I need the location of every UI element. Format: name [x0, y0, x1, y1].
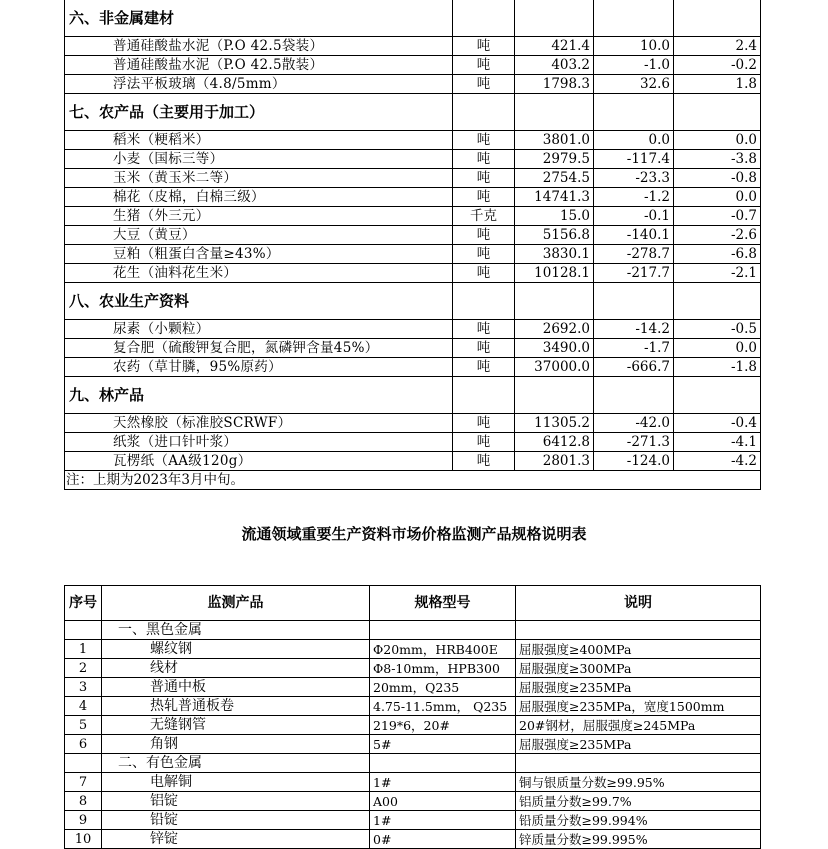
change-pct: -6.8: [674, 245, 761, 264]
change-pct: -0.2: [674, 56, 761, 75]
empty-cell: [453, 0, 515, 37]
product-name: 大豆（黄豆）: [65, 226, 453, 245]
spec-row: [65, 811, 761, 830]
price-row: [65, 414, 761, 433]
unit: 吨: [453, 358, 515, 377]
seq-number: 6: [65, 735, 102, 754]
empty-cell: [453, 283, 515, 320]
change: -1.2: [594, 188, 674, 207]
change-pct: -0.8: [674, 169, 761, 188]
monitored-product: 铝锭: [102, 792, 370, 811]
spec-row: [65, 659, 761, 678]
monitored-product: 角钢: [102, 735, 370, 754]
empty-cell: [594, 94, 674, 131]
change: -117.4: [594, 150, 674, 169]
change-pct: -4.1: [674, 433, 761, 452]
empty-cell: [594, 283, 674, 320]
price: 421.4: [515, 37, 594, 56]
product-name: 生猪（外三元）: [65, 207, 453, 226]
change: -278.7: [594, 245, 674, 264]
product-name: 小麦（国标三等）: [65, 150, 453, 169]
section-title: 七、农产品（主要用于加工）: [65, 94, 453, 131]
spec-row: [65, 640, 761, 659]
spec-row: [65, 792, 761, 811]
change: -271.3: [594, 433, 674, 452]
seq-number: 8: [65, 792, 102, 811]
change-pct: 0.0: [674, 339, 761, 358]
seq-number: 7: [65, 773, 102, 792]
section-title: 八、农业生产资料: [65, 283, 453, 320]
unit: 吨: [453, 131, 515, 150]
price: 2754.5: [515, 169, 594, 188]
spec-row: [65, 697, 761, 716]
price-row: [65, 37, 761, 56]
unit: 吨: [453, 320, 515, 339]
change-pct: -0.4: [674, 414, 761, 433]
change-pct: -2.1: [674, 264, 761, 283]
unit: 吨: [453, 226, 515, 245]
change: -140.1: [594, 226, 674, 245]
change: -124.0: [594, 452, 674, 471]
unit: 吨: [453, 150, 515, 169]
price-row: [65, 358, 761, 377]
price-row: [65, 188, 761, 207]
product-name: 玉米（黄玉米二等）: [65, 169, 453, 188]
change: 10.0: [594, 37, 674, 56]
unit: 吨: [453, 452, 515, 471]
seq-number: 5: [65, 716, 102, 735]
seq-number: 4: [65, 697, 102, 716]
product-name: 天然橡胶（标准胶SCRWF）: [65, 414, 453, 433]
empty-cell: [453, 94, 515, 131]
price-table: [64, 0, 761, 490]
empty-cell: [515, 283, 594, 320]
product-name: 尿素（小颗粒）: [65, 320, 453, 339]
seq-number: 9: [65, 811, 102, 830]
spec-description: 铅质量分数≥99.994%: [516, 811, 761, 830]
note-row: [65, 471, 761, 490]
change-pct: 0.0: [674, 188, 761, 207]
price-row: [65, 245, 761, 264]
section-row: [65, 283, 761, 320]
spec-description: 屈服强度≥235MPa，宽度1500mm: [516, 697, 761, 716]
empty-cell: [594, 0, 674, 37]
product-name: 普通硅酸盐水泥（P.O 42.5散装）: [65, 56, 453, 75]
price: 3801.0: [515, 131, 594, 150]
category-row: [65, 754, 761, 773]
header-product: 监测产品: [102, 586, 370, 621]
spec-table-title: 流通领域重要生产资料市场价格监测产品规格说明表: [241, 525, 587, 543]
price: 3490.0: [515, 339, 594, 358]
spec-model: 20mm，Q235: [370, 678, 516, 697]
unit: 吨: [453, 264, 515, 283]
change: 32.6: [594, 75, 674, 94]
monitored-product: 线材: [102, 659, 370, 678]
unit: 吨: [453, 75, 515, 94]
unit: 吨: [453, 433, 515, 452]
change: -217.7: [594, 264, 674, 283]
section-row: [65, 94, 761, 131]
spec-description: 屈服强度≥300MPa: [516, 659, 761, 678]
product-name: 瓦楞纸（AA级120g）: [65, 452, 453, 471]
unit: 吨: [453, 56, 515, 75]
spec-description: 锌质量分数≥99.995%: [516, 830, 761, 849]
spec-row: [65, 773, 761, 792]
spec-model: 1#: [370, 773, 516, 792]
price: 14741.3: [515, 188, 594, 207]
spec-model: 0#: [370, 830, 516, 849]
spec-table-body: [65, 586, 761, 849]
price-row: [65, 131, 761, 150]
spec-model: Φ20mm，HRB400E: [370, 640, 516, 659]
spec-description: 屈服强度≥400MPa: [516, 640, 761, 659]
category-title: 一、黑色金属: [102, 621, 370, 640]
seq-number: 10: [65, 830, 102, 849]
price: 11305.2: [515, 414, 594, 433]
header-desc: 说明: [516, 586, 761, 621]
section-title: 六、非金属建材: [65, 0, 453, 37]
unit: 吨: [453, 414, 515, 433]
price-row: [65, 226, 761, 245]
monitored-product: 锌锭: [102, 830, 370, 849]
empty-cell: [515, 377, 594, 414]
unit: 千克: [453, 207, 515, 226]
price-row: [65, 452, 761, 471]
price: 2979.5: [515, 150, 594, 169]
monitored-product: 铅锭: [102, 811, 370, 830]
empty-cell: [370, 754, 516, 773]
empty-cell: [370, 621, 516, 640]
empty-cell: [515, 94, 594, 131]
empty-cell: [65, 754, 102, 773]
monitored-product: 无缝钢管: [102, 716, 370, 735]
spec-model: A00: [370, 792, 516, 811]
section-row: [65, 377, 761, 414]
change: -23.3: [594, 169, 674, 188]
price-row: [65, 339, 761, 358]
spec-model: 4.75-11.5mm， Q235: [370, 697, 516, 716]
price-row: [65, 56, 761, 75]
spec-model: 219*6，20#: [370, 716, 516, 735]
change: -0.1: [594, 207, 674, 226]
section-title: 九、林产品: [65, 377, 453, 414]
price-row: [65, 264, 761, 283]
empty-cell: [674, 377, 761, 414]
empty-cell: [516, 754, 761, 773]
price: 15.0: [515, 207, 594, 226]
price-row: [65, 169, 761, 188]
spec-table: [64, 585, 761, 849]
price: 5156.8: [515, 226, 594, 245]
price: 403.2: [515, 56, 594, 75]
change: -666.7: [594, 358, 674, 377]
change: -42.0: [594, 414, 674, 433]
change: -1.0: [594, 56, 674, 75]
price: 1798.3: [515, 75, 594, 94]
product-name: 普通硅酸盐水泥（P.O 42.5袋装）: [65, 37, 453, 56]
product-name: 豆粕（粗蛋白含量≥43%）: [65, 245, 453, 264]
monitored-product: 螺纹钢: [102, 640, 370, 659]
spec-row: [65, 716, 761, 735]
price: 37000.0: [515, 358, 594, 377]
category-title: 二、有色金属: [102, 754, 370, 773]
empty-cell: [65, 621, 102, 640]
spec-description: 屈服强度≥235MPa: [516, 735, 761, 754]
price: 2801.3: [515, 452, 594, 471]
spec-model: 5#: [370, 735, 516, 754]
empty-cell: [453, 377, 515, 414]
empty-cell: [674, 283, 761, 320]
change-pct: -1.8: [674, 358, 761, 377]
empty-cell: [594, 377, 674, 414]
change-pct: -3.8: [674, 150, 761, 169]
change: -14.2: [594, 320, 674, 339]
unit: 吨: [453, 188, 515, 207]
header-seq: 序号: [65, 586, 102, 621]
product-name: 稻米（粳稻米）: [65, 131, 453, 150]
product-name: 农药（草甘膦，95%原药）: [65, 358, 453, 377]
section-row: [65, 0, 761, 37]
price: 3830.1: [515, 245, 594, 264]
spec-description: 屈服强度≥235MPa: [516, 678, 761, 697]
product-name: 棉花（皮棉，白棉三级）: [65, 188, 453, 207]
change: 0.0: [594, 131, 674, 150]
empty-cell: [674, 94, 761, 131]
spec-row: [65, 735, 761, 754]
price: 6412.8: [515, 433, 594, 452]
spec-description: 20#钢材，屈服强度≥245MPa: [516, 716, 761, 735]
unit: 吨: [453, 245, 515, 264]
spec-row: [65, 678, 761, 697]
price-row: [65, 75, 761, 94]
unit: 吨: [453, 169, 515, 188]
unit: 吨: [453, 339, 515, 358]
note: 注：上期为2023年3月中旬。: [65, 471, 761, 490]
change: -1.7: [594, 339, 674, 358]
change-pct: -2.6: [674, 226, 761, 245]
empty-cell: [674, 0, 761, 37]
price-row: [65, 433, 761, 452]
monitored-product: 电解铜: [102, 773, 370, 792]
seq-number: 1: [65, 640, 102, 659]
price-table-body: [65, 0, 761, 490]
spec-description: 铜与银质量分数≥99.95%: [516, 773, 761, 792]
price-row: [65, 150, 761, 169]
change-pct: 2.4: [674, 37, 761, 56]
spec-description: 铝质量分数≥99.7%: [516, 792, 761, 811]
product-name: 纸浆（进口针叶浆）: [65, 433, 453, 452]
seq-number: 3: [65, 678, 102, 697]
change-pct: 1.8: [674, 75, 761, 94]
price: 10128.1: [515, 264, 594, 283]
unit: 吨: [453, 37, 515, 56]
header-spec: 规格型号: [370, 586, 516, 621]
product-name: 浮法平板玻璃（4.8/5mm）: [65, 75, 453, 94]
price-row: [65, 320, 761, 339]
product-name: 花生（油料花生米）: [65, 264, 453, 283]
change-pct: 0.0: [674, 131, 761, 150]
spec-model: 1#: [370, 811, 516, 830]
seq-number: 2: [65, 659, 102, 678]
price: 2692.0: [515, 320, 594, 339]
monitored-product: 热轧普通板卷: [102, 697, 370, 716]
change-pct: -4.2: [674, 452, 761, 471]
product-name: 复合肥（硫酸钾复合肥，氮磷钾含量45%）: [65, 339, 453, 358]
monitored-product: 普通中板: [102, 678, 370, 697]
empty-cell: [515, 0, 594, 37]
change-pct: -0.7: [674, 207, 761, 226]
price-row: [65, 207, 761, 226]
spec-model: Φ8-10mm，HPB300: [370, 659, 516, 678]
category-row: [65, 621, 761, 640]
spec-header-row: [65, 586, 761, 621]
empty-cell: [516, 621, 761, 640]
change-pct: -0.5: [674, 320, 761, 339]
